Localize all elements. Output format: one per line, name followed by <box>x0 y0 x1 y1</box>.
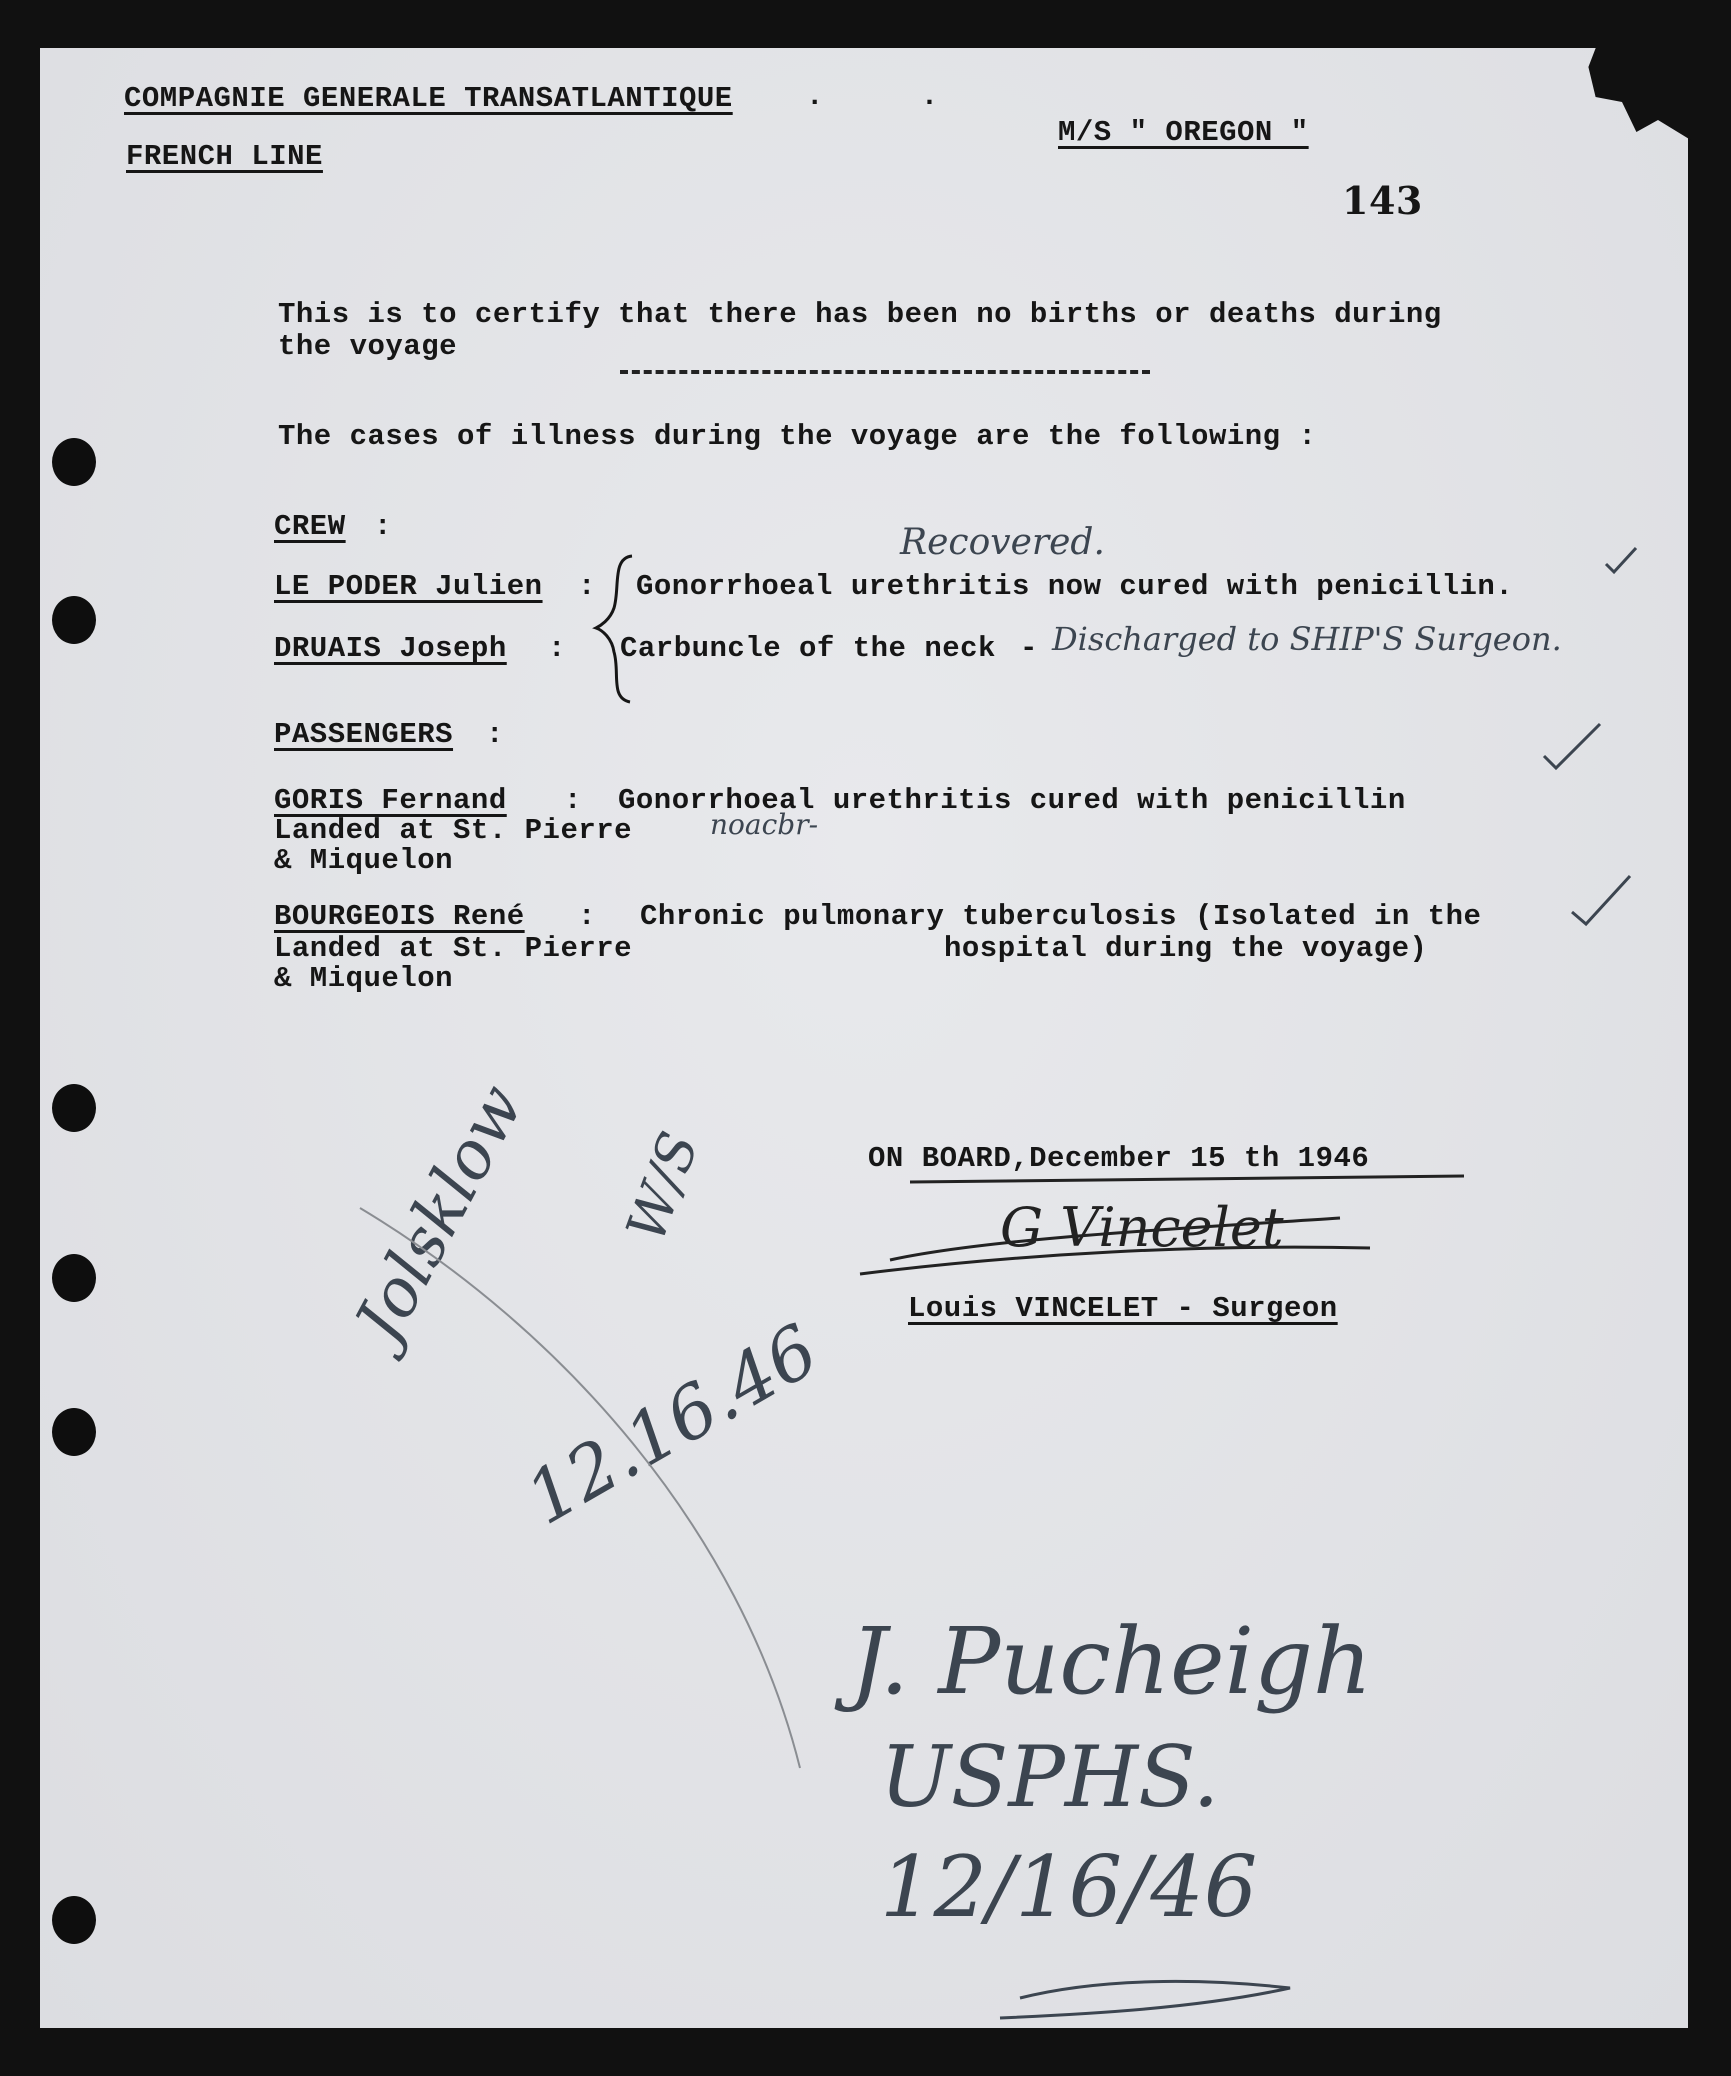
officer-date: 12/16/46 <box>880 1838 1258 1936</box>
checkmark-icon <box>1572 876 1630 924</box>
crew-member-name: LE PODER Julien <box>274 570 543 603</box>
illness-intro: The cases of illness during the voyage are the following : <box>278 420 1317 453</box>
hole-punch <box>52 596 96 644</box>
crew-member-diagnosis: Gonorrhoeal urethritis now cured with penicillin. <box>636 570 1514 603</box>
passenger-landed: Landed at St. Pierre <box>274 814 633 847</box>
passenger-landed: & Miquelon <box>274 844 454 877</box>
crew-member-annotation: Discharged to SHIP'S Surgeon. <box>1052 620 1562 658</box>
passenger-landed: Landed at St. Pierre <box>274 932 633 965</box>
crew-member-name: DRUAIS Joseph <box>274 632 507 665</box>
crew-brace <box>596 556 632 702</box>
crew-member-annotation: Recovered. <box>900 522 1105 563</box>
passenger-diagnosis: Gonorrhoeal urethritis cured with penicillin <box>618 784 1406 817</box>
passenger-colon: : <box>564 784 582 817</box>
ship-name: M/S " OREGON " <box>1058 116 1309 149</box>
passenger-landed: & Miquelon <box>274 962 454 995</box>
place-date: ON BOARD,December 15 th 1946 <box>868 1142 1370 1175</box>
crew-heading-colon: : <box>374 510 392 543</box>
passenger-name: BOURGEOIS René <box>274 900 525 933</box>
pencil-stroke <box>360 1208 800 1768</box>
pen-marks <box>40 48 1688 2028</box>
officer-signature: J. Pucheigh <box>850 1608 1373 1715</box>
hole-punch <box>52 1408 96 1456</box>
surgeon-name: Louis VINCELET - Surgeon <box>908 1292 1338 1325</box>
passenger-annotation: noacbr- <box>710 808 819 841</box>
passenger-colon: : <box>578 900 596 933</box>
officer-agency: USPHS. <box>880 1728 1220 1826</box>
certification-line-1: This is to certify that there has been no births or deaths during <box>278 298 1442 331</box>
crew-member-colon: : <box>548 632 566 665</box>
signature-flourish <box>890 1218 1340 1260</box>
passenger-diagnosis: hospital during the voyage) <box>944 932 1428 965</box>
inspector-signature: Jolsklow <box>340 1072 539 1355</box>
passengers-heading-colon: : <box>486 718 504 751</box>
certification-line-2: the voyage <box>278 330 458 363</box>
page-number: 143 <box>1342 178 1423 223</box>
passengers-heading: PASSENGERS <box>274 718 454 751</box>
document-page <box>40 48 1688 2028</box>
hole-punch <box>52 438 96 486</box>
crew-heading: CREW <box>274 510 346 543</box>
crew-member-diagnosis: Carbuncle of the neck <box>620 632 996 665</box>
signature-underline <box>910 1176 1464 1182</box>
company-name: COMPAGNIE GENERALE TRANSATLANTIQUE <box>124 82 733 115</box>
inspector-date: 12.16.46 <box>512 1307 832 1541</box>
inspector-initials: W/S <box>614 1123 712 1250</box>
officer-underline <box>1000 1981 1290 2018</box>
passenger-name: GORIS Fernand <box>274 784 507 817</box>
hole-punch <box>52 1896 96 1944</box>
checkmark-icon <box>1544 724 1600 768</box>
hole-punch <box>52 1254 96 1302</box>
crew-member-dash: - <box>1020 632 1038 665</box>
line-name: FRENCH LINE <box>126 140 323 173</box>
hole-punch <box>52 1084 96 1132</box>
crew-member-colon: : <box>578 570 596 603</box>
passenger-diagnosis: Chronic pulmonary tuberculosis (Isolated in the <box>640 900 1482 933</box>
surgeon-signature: G Vincelet <box>1000 1196 1284 1259</box>
company-dots: . . <box>806 80 979 113</box>
checkmark-icon <box>1606 548 1636 572</box>
